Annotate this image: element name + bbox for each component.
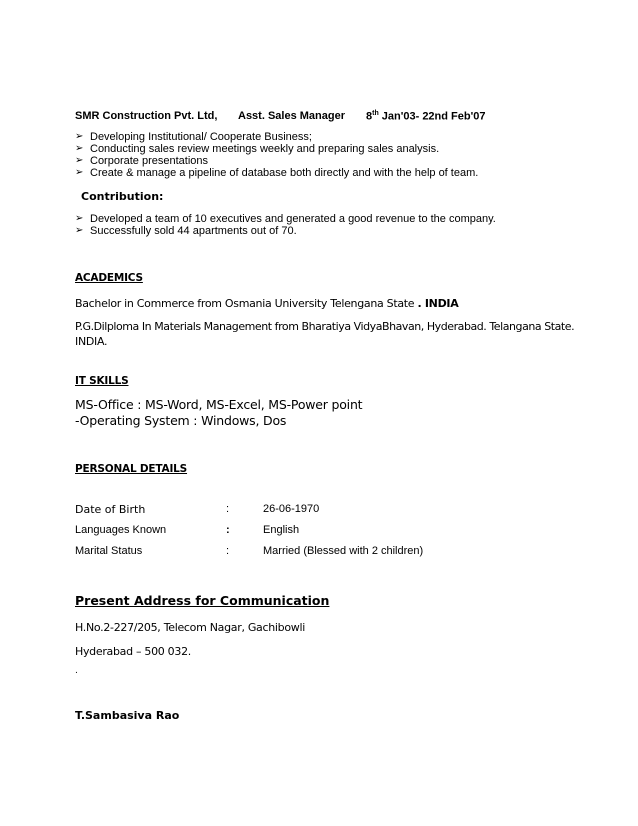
academics-line-3: INDIA.	[75, 335, 108, 348]
personal-details-heading: PERSONAL DETAILS	[75, 463, 188, 475]
marital-status-label: Marital Status	[75, 545, 143, 557]
signature-name: T.Sambasiva Rao	[75, 709, 180, 722]
list-item: ➢ Create & manage a pipeline of database both directly and with the help of team.	[75, 167, 479, 179]
address-line-2: Hyderabad – 500 032.	[75, 645, 191, 658]
it-skills-heading: IT SKILLS	[75, 375, 129, 387]
list-item: ➢ Corporate presentations	[75, 155, 209, 167]
address-dot: .	[75, 666, 78, 676]
address-line-1: H.No.2-227/205, Telecom Nagar, Gachibowli	[75, 621, 305, 634]
it-skills-line-2: -Operating System : Windows, Dos	[75, 413, 287, 428]
languages-label: Languages Known	[75, 524, 167, 536]
contribution-heading: Contribution:	[81, 190, 164, 203]
list-item: ➢ Developing Institutional/ Cooperate Business;	[75, 131, 312, 143]
languages-value: English	[263, 524, 300, 536]
duties-list	[75, 131, 478, 179]
list-item: ➢ Developed a team of 10 executives and generated a good revenue to the company.	[75, 213, 496, 225]
academics-heading: ACADEMICS	[75, 272, 143, 284]
languages-colon: :	[226, 524, 230, 536]
contributions-list	[75, 213, 496, 237]
arrow-bullet-icon: ➢	[75, 225, 84, 236]
academics-line-2: P.G.Dilploma In Materials Management from Bharatiya VidyaBhavan, Hyderabad. Telangana State.	[75, 320, 575, 333]
dob-label: Date of Birth	[75, 503, 146, 516]
company-name: SMR Construction Pvt. Ltd,	[75, 110, 218, 122]
marital-status-colon: :	[226, 545, 230, 557]
arrow-bullet-icon: ➢	[75, 167, 84, 178]
marital-status-value: Married (Blessed with 2 children)	[263, 545, 424, 557]
arrow-bullet-icon: ➢	[75, 143, 84, 154]
job-dates: 8th Jan'03- 22nd Feb'07	[366, 110, 486, 123]
arrow-bullet-icon: ➢	[75, 213, 84, 224]
dob-colon: :	[226, 503, 230, 515]
academics-line-1: Bachelor in Commerce from Osmania University Telengana State . INDIA	[75, 297, 459, 310]
address-heading: Present Address for Communication	[75, 593, 330, 608]
arrow-bullet-icon: ➢	[75, 155, 84, 166]
dob-value: 26-06-1970	[263, 503, 320, 515]
job-role: Asst. Sales Manager	[238, 110, 345, 122]
arrow-bullet-icon: ➢	[75, 131, 84, 142]
it-skills-line-1: MS-Office : MS-Word, MS-Excel, MS-Power point	[75, 397, 363, 412]
list-item: ➢ Successfully sold 44 apartments out of 70.	[75, 225, 297, 237]
list-item: ➢ Conducting sales review meetings weekly and preparing sales analysis.	[75, 143, 440, 155]
